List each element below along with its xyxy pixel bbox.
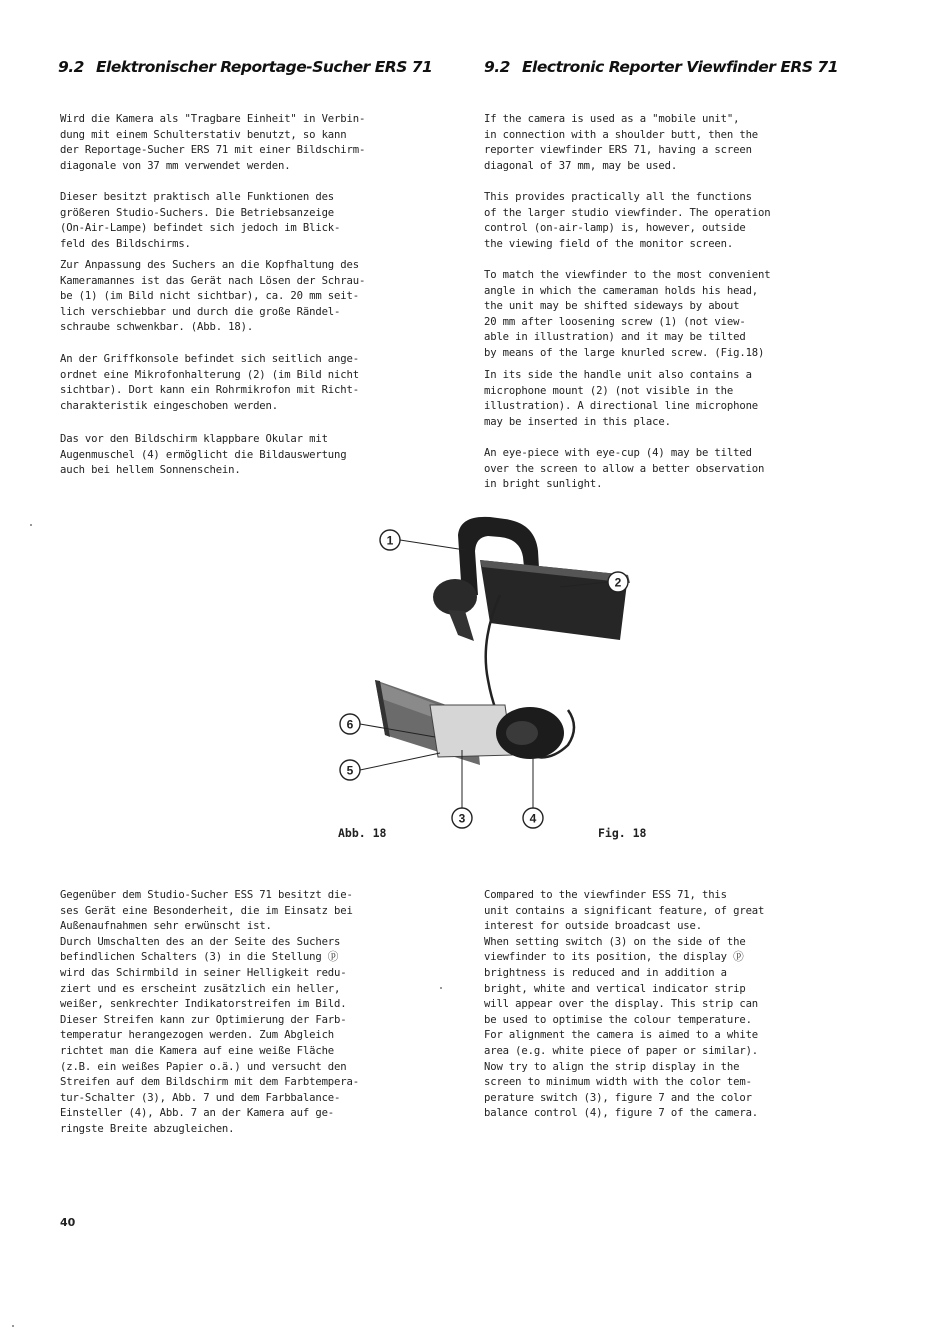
callout-2-label: 2 xyxy=(614,575,622,590)
section-number-de: 9.2 xyxy=(58,58,84,76)
paragraph-en-1: If the camera is used as a "mobile unit", in connection with a shoulder butt, then the reporter viewfinder ERS 71, having a screen diagonal of 37 mm, may be used. xyxy=(484,113,759,172)
paragraph-en-3: To match the viewfinder to the most convenient angle in which the cameraman holds his head, the unit may be shifted sideways by about 20 mm after loosening screw (1) (not view- able in illustration) and it may be tilted by means of the large knurled screw. (Fig.18) xyxy=(484,269,771,359)
leader-line-1 xyxy=(400,540,465,550)
figure-caption-en: Fig. 18 xyxy=(598,826,647,840)
paragraph-en-5: An eye-piece with eye-cup (4) may be tilted over the screen to allow a better observation in bright sunlight. xyxy=(484,447,765,491)
scan-speck xyxy=(30,524,32,526)
callout-4-label: 4 xyxy=(529,811,537,826)
scan-speck xyxy=(440,987,442,989)
paragraph-de-5: Das vor den Bildschirm klappbare Okular mit Augenmuschel (4) ermöglicht die Bildauswertung auch bei hellem Sonnenschein. xyxy=(60,433,347,477)
viewfinder-illustration xyxy=(330,505,680,835)
eyecup-inner-shape xyxy=(506,721,538,745)
paragraph-en-2: This provides practically all the functions of the larger studio viewfinder. The operation control (on-air-lamp) is, however, outside the viewing field of the monitor screen. xyxy=(484,191,771,250)
page-number: 40 xyxy=(60,1216,76,1229)
heading-en xyxy=(484,58,838,76)
bottom-paragraph-en: Compared to the viewfinder ESS 71, this unit contains a significant feature, of great interest for outside broadcast use. When setting switch (3) on the side of the viewfinder to its position, the display ⓟ brightness is reduced and in addition a bright, white and vertical indicator strip will appear over the display. This strip can be used to optimise the colour temperature. For alignment the camera is aimed to a white area (e.g. white piece of paper or similar). Now try to align the strip display in the screen to minimum width with the color tem- perature switch (3), figure 7 and the color balance control (4), figure 7 of the camera. xyxy=(484,889,765,1120)
callout-5 xyxy=(340,760,360,780)
screw-stem-shape xyxy=(448,610,474,641)
paragraph-de-4: An der Griffkonsole befindet sich seitlich ange- ordnet eine Mikrofonhalterung (2) (im Bild nicht sichtbar). Dort kann ein Rohrmikrofon mit Richt- charakteristik eingeschoben werden. xyxy=(60,353,359,412)
section-title-en: Electronic Reporter Viewfinder ERS 71 xyxy=(521,58,838,76)
callout-2 xyxy=(608,572,628,592)
callout-5-label: 5 xyxy=(346,763,354,778)
callout-6 xyxy=(340,714,360,734)
leader-line-5 xyxy=(360,753,440,770)
callout-3-label: 3 xyxy=(458,811,466,826)
callout-1 xyxy=(380,530,400,550)
callout-6-label: 6 xyxy=(346,717,354,732)
section-title-de: Elektronischer Reportage-Sucher ERS 71 xyxy=(95,58,433,76)
callout-4 xyxy=(523,808,543,828)
bottom-paragraph-de: Gegenüber dem Studio-Sucher ESS 71 besitzt die- ses Gerät eine Besonderheit, die im Einsatz bei Außenaufnahmen sehr erwünscht ist. Durch Umschalten des an der Seite des Suchers befindlichen Schalters (3) in die Stellung ⓟ wird das Schirmbild in seiner Helligkeit redu- ziert und es erscheint zusätzlich ein heller, weißer, senkrechter Indikatorstreifen im Bild. Dieser Streifen kann zur Optimierung der Farb- temperatur herangezogen werden. Zum Abgleich richtet man die Kamera auf eine weiße Fläche (z.B. ein weißes Papier o.ä.) und versucht den Streifen auf dem Bildschirm mit dem Farbtempera- tur-Schalter (3), Abb. 7 und dem Farbbalance- Einsteller (4), Abb. 7 an der Kamera auf ge- ringste Breite abzugleichen. xyxy=(60,889,359,1135)
callout-1-label: 1 xyxy=(386,533,394,548)
paragraph-de-1: Wird die Kamera als "Tragbare Einheit" in Verbin- dung mit einem Schulterstativ benutzt, so kann der Reportage-Sucher ERS 71 mit einer Bildschirm- diagonale von 37 mm verwendet werden. xyxy=(60,113,366,172)
paragraph-de-3: Zur Anpassung des Suchers an die Kopfhaltung des Kameramannes ist das Gerät nach Lösen der Schrau- be (1) (im Bild nicht sichtbar), ca. 20 mm seit- lich verschiebbar und durch die große Rändel- schraube schwenkbar. (Abb. 18). xyxy=(60,259,366,334)
section-number-en: 9.2 xyxy=(484,58,510,76)
knurled-screw-shape xyxy=(433,579,477,615)
heading-de xyxy=(58,58,432,76)
callout-3 xyxy=(452,808,472,828)
paragraph-en-4: In its side the handle unit also contains a microphone mount (2) (not visible in the illustration). A directional line microphone may be inserted in this place. xyxy=(484,369,759,428)
figure-caption-de: Abb. 18 xyxy=(338,826,387,840)
scan-speck xyxy=(12,1325,14,1327)
paragraph-de-2: Dieser besitzt praktisch alle Funktionen des größeren Studio-Suchers. Die Betriebsanzeige (On-Air-Lampe) befindet sich jedoch im Blick- feld des Bildschirms. xyxy=(60,191,341,250)
